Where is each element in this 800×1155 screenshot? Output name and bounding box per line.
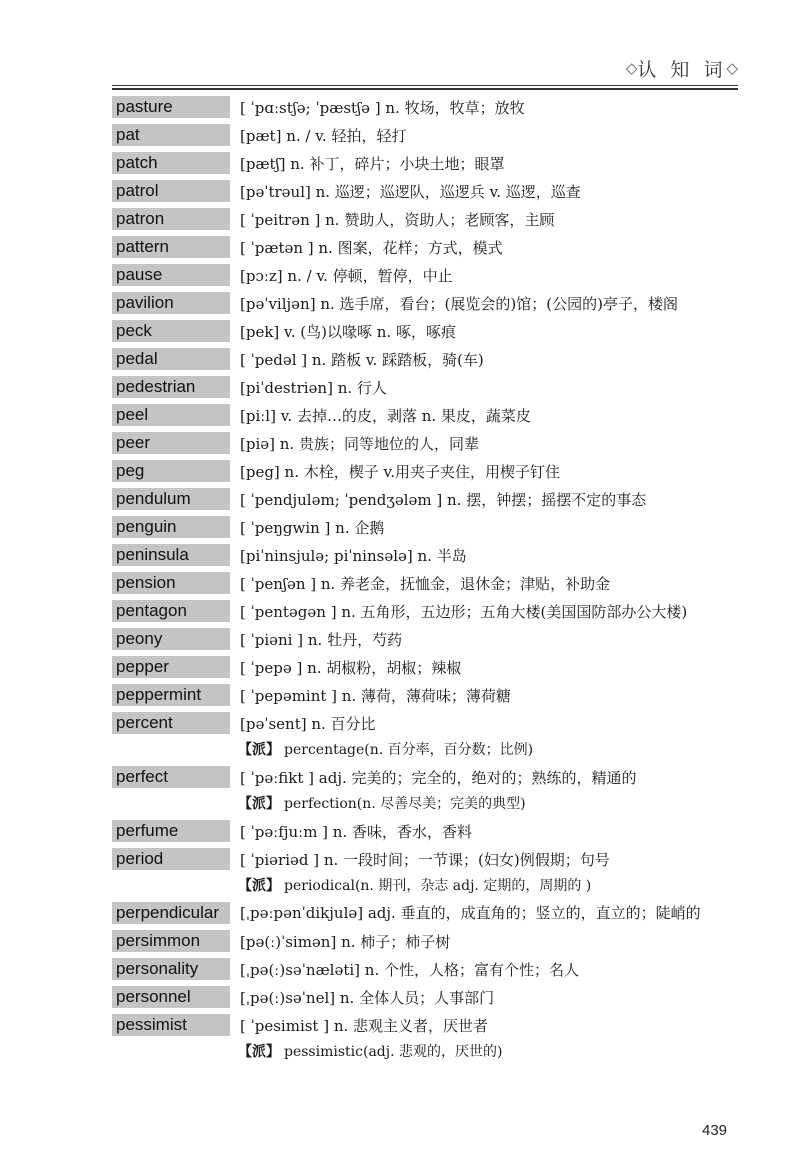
derivative-tag: 【派】 <box>238 742 280 758</box>
definition: [pɔːz] n. / v. 停顿，暂停，中止 <box>240 266 453 285</box>
vocab-entry <box>112 984 738 1010</box>
page-number: 439 <box>702 1122 728 1139</box>
definition: [ ˈpɑːstʃə; ˈpæstʃə ] n. 牧场，牧草；放牧 <box>240 98 525 117</box>
headword: peninsula <box>112 544 230 566</box>
headword: peony <box>112 628 230 650</box>
headword: pat <box>112 124 230 146</box>
vocab-entry <box>112 514 738 540</box>
vocab-entry <box>112 178 738 204</box>
headword: pasture <box>112 96 230 118</box>
definition: [ˌpə(ː)səˈnæləti] n. 个性，人格；富有个性；名人 <box>240 960 579 979</box>
headword: pavilion <box>112 292 230 314</box>
headword: pendulum <box>112 488 230 510</box>
headword: personality <box>112 958 230 980</box>
header-rule-thick <box>112 88 738 90</box>
headword: period <box>112 848 230 870</box>
derivative-tag: 【派】 <box>238 796 280 812</box>
diamond-icon: ◇ <box>726 59 738 77</box>
definition: [ ˈpepəmint ] n. 薄荷，薄荷味；薄荷糖 <box>240 686 511 705</box>
definition: [ ˈpiəriəd ] n. 一段时间；一节课；(妇女)例假期；句号 <box>240 850 610 869</box>
derivative-line <box>238 1038 738 1064</box>
headword: pattern <box>112 236 230 258</box>
vocab-entry <box>112 458 738 484</box>
headword: pause <box>112 264 230 286</box>
header-rule <box>112 85 738 86</box>
vocab-entry <box>112 150 738 176</box>
headword: peck <box>112 320 230 342</box>
headword: patron <box>112 208 230 230</box>
headword: pedestrian <box>112 376 230 398</box>
vocab-entry <box>112 290 738 316</box>
headword: personnel <box>112 986 230 1008</box>
definition: [pəˈtrəul] n. 巡逻；巡逻队，巡逻兵 v. 巡逻，巡查 <box>240 182 581 201</box>
headword: persimmon <box>112 930 230 952</box>
vocab-entry <box>112 764 738 816</box>
diamond-icon: ◇ <box>625 59 638 77</box>
derivative-text: periodical(n. 期刊，杂志 adj. 定期的，周期的 ) <box>284 878 592 894</box>
definition: [ ˈpepə ] n. 胡椒粉，胡椒；辣椒 <box>240 658 462 677</box>
headword: perpendicular <box>112 902 230 924</box>
vocab-entry <box>112 654 738 680</box>
definition: [peg] n. 木栓，楔子 v.用夹子夹住，用楔子钉住 <box>240 462 560 481</box>
headword: perfect <box>112 766 230 788</box>
headword: patrol <box>112 180 230 202</box>
vocab-entry <box>112 570 738 596</box>
definition: [ ˈpendjuləm; ˈpendʒələm ] n. 摆，钟摆；摇摆不定的事态 <box>240 490 647 509</box>
definition: [ˌpə(ː)səˈnel] n. 全体人员；人事部门 <box>240 988 495 1007</box>
derivative-tag: 【派】 <box>238 878 280 894</box>
headword: pepper <box>112 656 230 678</box>
definition: [piˈdestriən] n. 行人 <box>240 378 387 397</box>
vocab-entry <box>112 710 738 762</box>
vocab-entry <box>112 626 738 652</box>
definition: [pəˈviljən] n. 选手席，看台；(展览会的)馆；(公园的)亭子，楼阁 <box>240 294 678 313</box>
derivative-line <box>238 736 738 762</box>
definition: [ ˈpedəl ] n. 踏板 v. 踩踏板，骑(车) <box>240 350 484 369</box>
vocab-entry <box>112 206 738 232</box>
derivative-text: percentage(n. 百分率，百分数；比例) <box>284 742 534 758</box>
vocab-entry <box>112 94 738 120</box>
vocabulary-list <box>112 94 738 1066</box>
definition: [piːl] v. 去掉…的皮，剥落 n. 果皮，蔬菜皮 <box>240 406 531 425</box>
vocab-entry <box>112 598 738 624</box>
vocab-entry <box>112 928 738 954</box>
definition: [ ˈpesimist ] n. 悲观主义者，厌世者 <box>240 1016 489 1035</box>
headword: peer <box>112 432 230 454</box>
headword: peel <box>112 404 230 426</box>
vocab-entry <box>112 402 738 428</box>
vocab-entry <box>112 374 738 400</box>
headword: perfume <box>112 820 230 842</box>
vocab-entry <box>112 682 738 708</box>
definition: [ ˈpeitrən ] n. 赞助人，资助人；老顾客，主顾 <box>240 210 555 229</box>
vocab-entry <box>112 122 738 148</box>
vocab-entry <box>112 900 738 926</box>
derivative-text: perfection(n. 尽善尽美；完美的典型) <box>284 796 526 812</box>
vocab-entry <box>112 846 738 898</box>
section-title: 认 知 词 <box>637 58 727 81</box>
headword: pessimist <box>112 1014 230 1036</box>
vocab-entry <box>112 956 738 982</box>
headword: pedal <box>112 348 230 370</box>
definition: [pæt] n. / v. 轻拍，轻打 <box>240 126 407 145</box>
headword: penguin <box>112 516 230 538</box>
headword: patch <box>112 152 230 174</box>
derivative-line <box>238 872 738 898</box>
definition: [pəˈsent] n. 百分比 <box>240 714 376 733</box>
headword: percent <box>112 712 230 734</box>
definition: [piˈninsjulə; piˈninsələ] n. 半岛 <box>240 546 467 565</box>
definition: [pə(ː)ˈsimən] n. 柿子；柿子树 <box>240 932 451 951</box>
section-header <box>610 54 738 82</box>
derivative-tag: 【派】 <box>238 1044 280 1060</box>
vocab-entry <box>112 486 738 512</box>
derivative-text: pessimistic(adj. 悲观的，厌世的) <box>284 1044 503 1060</box>
definition: [pek] v. (鸟)以喙啄 n. 啄，啄痕 <box>240 322 456 341</box>
vocab-entry <box>112 542 738 568</box>
definition: [ ˈpeŋgwin ] n. 企鹅 <box>240 518 385 537</box>
vocab-entry <box>112 818 738 844</box>
headword: peppermint <box>112 684 230 706</box>
definition: [ ˈpentəgən ] n. 五角形，五边形；五角大楼(美国国防部办公大楼) <box>240 602 688 621</box>
definition: [ ˈpəːfikt ] adj. 完美的；完全的，绝对的；熟练的，精通的 <box>240 768 637 787</box>
vocab-entry <box>112 430 738 456</box>
vocab-entry <box>112 318 738 344</box>
definition: [ˌpəːpənˈdikjulə] adj. 垂直的，成直角的；竖立的，直立的；陡峭的 <box>240 904 701 922</box>
headword: pentagon <box>112 600 230 622</box>
headword: peg <box>112 460 230 482</box>
definition: [pætʃ] n. 补丁，碎片；小块土地；眼罩 <box>240 154 505 173</box>
definition: [ ˈpiəni ] n. 牡丹，芍药 <box>240 630 403 649</box>
definition: [ ˈpəːfjuːm ] n. 香味，香水，香料 <box>240 822 473 841</box>
vocab-entry <box>112 234 738 260</box>
vocab-entry <box>112 346 738 372</box>
definition: [ ˈpætən ] n. 图案，花样；方式，模式 <box>240 238 503 257</box>
definition: [piə] n. 贵族；同等地位的人，同辈 <box>240 434 479 453</box>
definition: [ ˈpenʃən ] n. 养老金，抚恤金，退休金；津贴，补助金 <box>240 574 611 593</box>
vocab-entry <box>112 1012 738 1064</box>
vocab-entry <box>112 262 738 288</box>
derivative-line <box>238 790 738 816</box>
headword: pension <box>112 572 230 594</box>
